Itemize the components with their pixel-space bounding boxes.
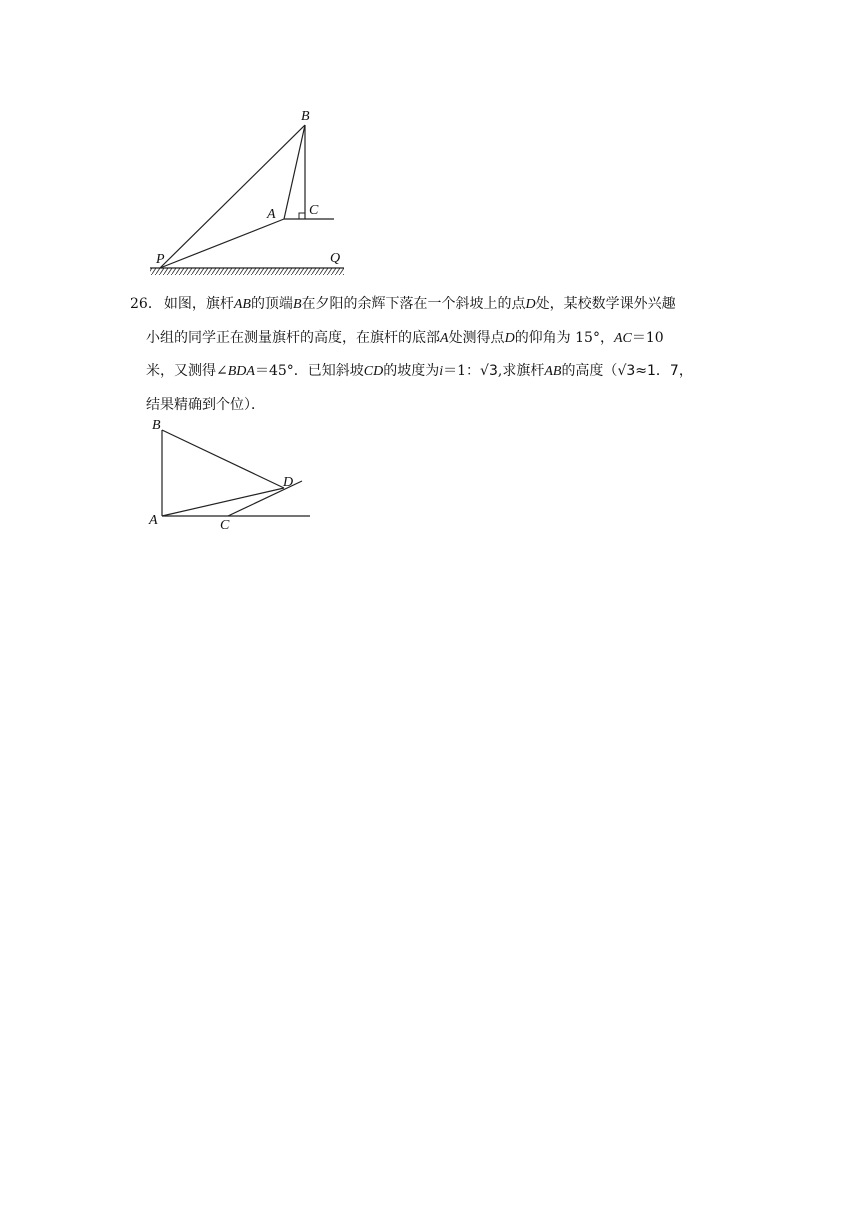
label-b: B bbox=[301, 109, 310, 124]
var-ab: AB bbox=[544, 364, 562, 379]
figure-1-diagram bbox=[140, 100, 360, 285]
problem-line-3 bbox=[130, 355, 730, 389]
text-segment: 在夕阳的余辉下落在一个斜坡上的点 bbox=[301, 296, 526, 312]
segment-pb bbox=[160, 125, 305, 268]
var-ab: AB bbox=[233, 297, 251, 312]
segment-pa bbox=[160, 219, 284, 268]
right-angle-mark bbox=[299, 213, 305, 219]
problem-number: 26． bbox=[130, 296, 162, 312]
label-a: A bbox=[149, 513, 158, 528]
text-segment: 结果精确到个位）． bbox=[146, 396, 265, 413]
figure-2-diagram bbox=[140, 410, 320, 535]
text-segment: 的坡度为 bbox=[383, 363, 440, 379]
text-segment: ＝10 bbox=[631, 329, 664, 346]
label-a: A bbox=[267, 207, 276, 222]
text-segment: 处，某校数学课外兴趣 bbox=[535, 296, 676, 312]
label-c: C bbox=[309, 203, 319, 218]
label-d: D bbox=[283, 475, 294, 490]
text-segment: 如图，旗杆 bbox=[163, 296, 234, 312]
problem-line-2 bbox=[130, 322, 730, 356]
label-q: Q bbox=[330, 251, 341, 266]
label-c: C bbox=[220, 518, 230, 533]
var-i: i bbox=[439, 364, 444, 379]
sqrt-approximation: √3≈1．7 bbox=[617, 363, 679, 379]
label-p: P bbox=[156, 252, 165, 267]
ground-hatching bbox=[150, 268, 344, 275]
var-cd: CD bbox=[363, 364, 384, 379]
problem-26 bbox=[130, 288, 730, 421]
var-a: A bbox=[440, 330, 449, 346]
text-segment: ＝1： bbox=[443, 363, 481, 379]
var-d: D bbox=[504, 330, 515, 346]
text-segment: ， bbox=[678, 363, 693, 379]
text-segment: 的高度（ bbox=[561, 363, 618, 379]
var-bda: BDA bbox=[227, 364, 255, 379]
segment-ab bbox=[284, 125, 305, 219]
label-b: B bbox=[152, 418, 161, 433]
text-segment: 处测得点 bbox=[448, 329, 505, 346]
text-segment: ＝45°．已知斜坡 bbox=[254, 363, 364, 379]
var-d: D bbox=[525, 297, 536, 312]
segment-bd bbox=[162, 430, 284, 488]
segment-ad bbox=[162, 488, 284, 516]
text-segment: 的顶端 bbox=[250, 296, 293, 312]
text-segment: 的仰角为 15°， bbox=[514, 329, 614, 346]
problem-line-1 bbox=[130, 288, 730, 322]
text-segment: ,求旗杆 bbox=[497, 363, 545, 379]
var-b: B bbox=[292, 297, 302, 312]
text-segment: 米，又测得∠ bbox=[146, 363, 228, 379]
var-ac: AC bbox=[613, 330, 632, 346]
text-segment: 小组的同学正在测量旗杆的高度，在旗杆的底部 bbox=[146, 329, 440, 346]
sqrt-three: √3 bbox=[480, 363, 498, 379]
